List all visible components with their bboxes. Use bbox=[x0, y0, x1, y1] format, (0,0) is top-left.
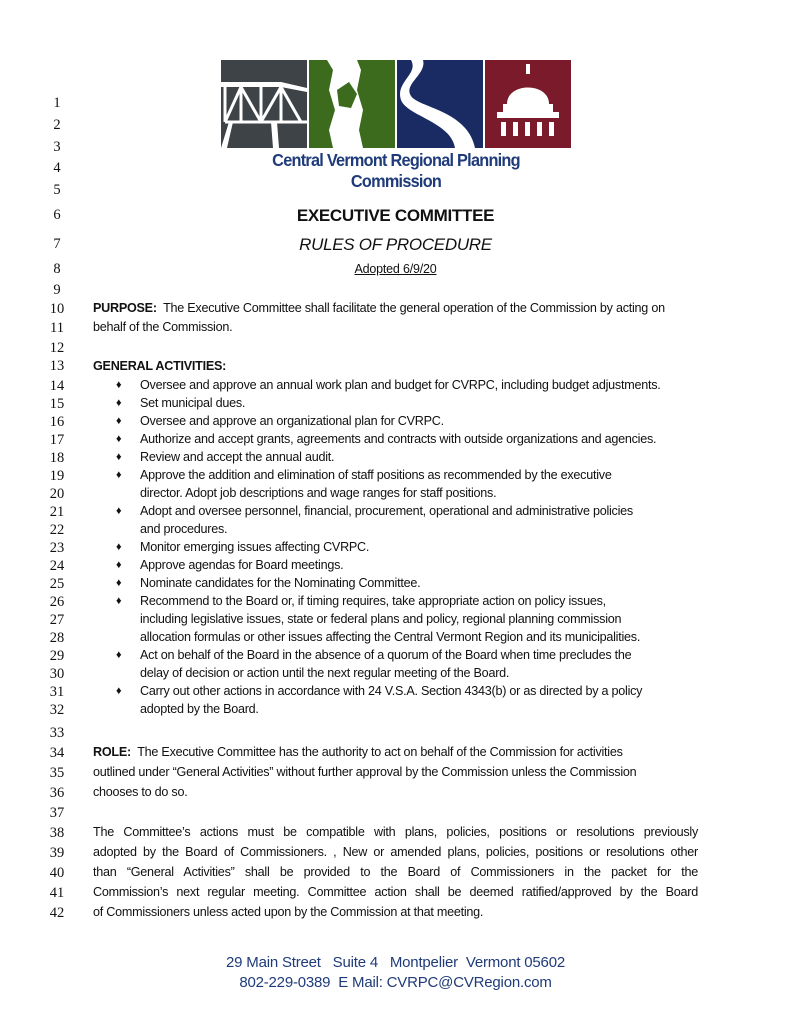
list-item-continuation: and procedures. bbox=[140, 522, 228, 536]
line-number: 28 bbox=[49, 630, 65, 646]
role-paragraph-line: outlined under “General Activities” without further approval by the Commission unless the Commission bbox=[93, 765, 637, 779]
role-label: ROLE: bbox=[93, 745, 131, 759]
diamond-bullet-icon: ♦ bbox=[116, 559, 122, 571]
vermont-map-icon bbox=[309, 60, 395, 148]
line-number: 42 bbox=[49, 905, 65, 921]
diamond-bullet-icon: ♦ bbox=[116, 469, 122, 481]
list-item: Approve the addition and elimination of staff positions as recommended by the executive bbox=[140, 468, 612, 482]
role-paragraph-line bbox=[93, 746, 623, 759]
role-text: The Executive Committee has the authority to act on behalf of the Commission for activities bbox=[137, 745, 623, 759]
list-item-continuation: delay of decision or action until the next regular meeting of the Board. bbox=[140, 666, 510, 680]
diamond-bullet-icon: ♦ bbox=[116, 541, 122, 553]
line-number: 6 bbox=[53, 207, 61, 223]
line-number: 15 bbox=[49, 396, 65, 412]
list-item: Review and accept the annual audit. bbox=[140, 450, 335, 464]
line-number: 7 bbox=[53, 236, 61, 252]
vermont-map-panel bbox=[309, 60, 395, 148]
line-number: 18 bbox=[49, 450, 65, 466]
footer-contact: 802-229-0389 E Mail: CVRPC@CVRegion.com bbox=[239, 974, 552, 991]
line-number: 5 bbox=[53, 182, 61, 198]
line-number: 40 bbox=[49, 865, 65, 881]
list-item-continuation: including legislative issues, state or federal plans and policy, regional planning commission bbox=[140, 612, 622, 626]
line-number: 12 bbox=[49, 340, 65, 356]
purpose-label: PURPOSE: bbox=[93, 301, 157, 315]
line-number: 31 bbox=[49, 684, 65, 700]
purpose-paragraph-line bbox=[93, 302, 665, 315]
adopted-date: Adopted 6/9/20 bbox=[354, 262, 437, 276]
line-number: 27 bbox=[49, 612, 65, 628]
list-item: Oversee and approve an organizational plan for CVRPC. bbox=[140, 414, 444, 428]
line-number: 21 bbox=[49, 504, 65, 520]
line-number: 13 bbox=[49, 358, 65, 374]
diamond-bullet-icon: ♦ bbox=[116, 595, 122, 607]
line-number: 29 bbox=[49, 648, 65, 664]
line-number: 10 bbox=[49, 301, 65, 317]
line-number: 19 bbox=[49, 468, 65, 484]
river-panel bbox=[397, 60, 483, 148]
list-item-continuation: director. Adopt job descriptions and wage ranges for staff positions. bbox=[140, 486, 497, 500]
diamond-bullet-icon: ♦ bbox=[116, 685, 122, 697]
line-number: 38 bbox=[49, 825, 65, 841]
list-item-continuation: adopted by the Board. bbox=[140, 702, 259, 716]
list-item: Recommend to the Board or, if timing requires, take appropriate action on policy issues, bbox=[140, 594, 606, 608]
line-number: 3 bbox=[53, 139, 61, 155]
footer-address: 29 Main Street Suite 4 Montpelier Vermont 05602 bbox=[226, 954, 565, 971]
line-number: 11 bbox=[50, 320, 64, 336]
actions-paragraph-line: adopted by the Board of Commissioners. , New or amended plans, policies, positions or resolutions other bbox=[93, 845, 698, 859]
list-item: Oversee and approve an annual work plan and budget for CVRPC, including budget adjustments. bbox=[140, 378, 661, 392]
line-number: 17 bbox=[49, 432, 65, 448]
actions-paragraph-line: than “General Activities” shall be provided to the Board of Commissioners in the packet for the bbox=[93, 865, 698, 879]
line-number: 14 bbox=[49, 378, 65, 394]
line-number: 36 bbox=[49, 785, 65, 801]
list-item: Monitor emerging issues affecting CVRPC. bbox=[140, 540, 370, 554]
line-number: 35 bbox=[49, 765, 65, 781]
bridge-icon bbox=[221, 60, 307, 148]
list-item: Act on behalf of the Board in the absence of a quorum of the Board when time precludes the bbox=[140, 648, 632, 662]
diamond-bullet-icon: ♦ bbox=[116, 505, 122, 517]
line-number: 26 bbox=[49, 594, 65, 610]
actions-paragraph-line: The Committee’s actions must be compatible with plans, policies, positions or resolutions previously bbox=[93, 825, 698, 839]
list-item: Approve agendas for Board meetings. bbox=[140, 558, 344, 572]
line-number: 20 bbox=[49, 486, 65, 502]
line-number: 41 bbox=[49, 885, 65, 901]
list-item: Adopt and oversee personnel, financial, procurement, operational and administrative policies bbox=[140, 504, 633, 518]
general-activities-heading: GENERAL ACTIVITIES: bbox=[93, 359, 227, 373]
list-item: Authorize and accept grants, agreements and contracts with outside organizations and agencies. bbox=[140, 432, 657, 446]
diamond-bullet-icon: ♦ bbox=[116, 433, 122, 445]
actions-paragraph-line: Commission’s next regular meeting. Committee action shall be deemed ratified/approved by the Board bbox=[93, 885, 698, 899]
role-paragraph-line: chooses to do so. bbox=[93, 785, 188, 799]
line-number: 24 bbox=[49, 558, 65, 574]
diamond-bullet-icon: ♦ bbox=[116, 379, 122, 391]
line-number: 33 bbox=[49, 725, 65, 741]
capitol-dome-icon bbox=[485, 60, 571, 148]
line-number: 30 bbox=[49, 666, 65, 682]
actions-paragraph-line: of Commissioners unless acted upon by the Commission at that meeting. bbox=[93, 905, 484, 919]
line-number: 9 bbox=[53, 282, 61, 298]
list-item-continuation: allocation formulas or other issues affecting the Central Vermont Region and its municipalities. bbox=[140, 630, 641, 644]
logo-caption: Central Vermont Regional Planning Commission bbox=[272, 150, 520, 191]
capitol-panel bbox=[485, 60, 571, 148]
line-number: 22 bbox=[49, 522, 65, 538]
purpose-text: The Executive Committee shall facilitate the general operation of the Commission by acting on bbox=[163, 301, 665, 315]
document-title: EXECUTIVE COMMITTEE bbox=[296, 206, 495, 225]
line-number: 2 bbox=[53, 117, 61, 133]
cvrpc-logo bbox=[221, 60, 571, 148]
line-number: 4 bbox=[53, 160, 61, 176]
purpose-paragraph-line: behalf of the Commission. bbox=[93, 320, 233, 334]
document-subtitle: RULES OF PROCEDURE bbox=[299, 235, 492, 254]
line-number: 37 bbox=[49, 805, 65, 821]
line-number: 16 bbox=[49, 414, 65, 430]
river-icon bbox=[397, 60, 483, 148]
line-number: 39 bbox=[49, 845, 65, 861]
diamond-bullet-icon: ♦ bbox=[116, 577, 122, 589]
bridge-panel bbox=[221, 60, 307, 148]
line-number: 32 bbox=[49, 702, 65, 718]
line-number: 8 bbox=[53, 261, 61, 277]
list-item: Carry out other actions in accordance with 24 V.S.A. Section 4343(b) or as directed by a policy bbox=[140, 684, 643, 698]
list-item: Nominate candidates for the Nominating Committee. bbox=[140, 576, 421, 590]
diamond-bullet-icon: ♦ bbox=[116, 415, 122, 427]
diamond-bullet-icon: ♦ bbox=[116, 397, 122, 409]
line-number: 1 bbox=[53, 95, 61, 111]
diamond-bullet-icon: ♦ bbox=[116, 649, 122, 661]
line-number: 34 bbox=[49, 745, 65, 761]
line-number: 25 bbox=[49, 576, 65, 592]
diamond-bullet-icon: ♦ bbox=[116, 451, 122, 463]
line-number: 23 bbox=[49, 540, 65, 556]
list-item: Set municipal dues. bbox=[140, 396, 246, 410]
